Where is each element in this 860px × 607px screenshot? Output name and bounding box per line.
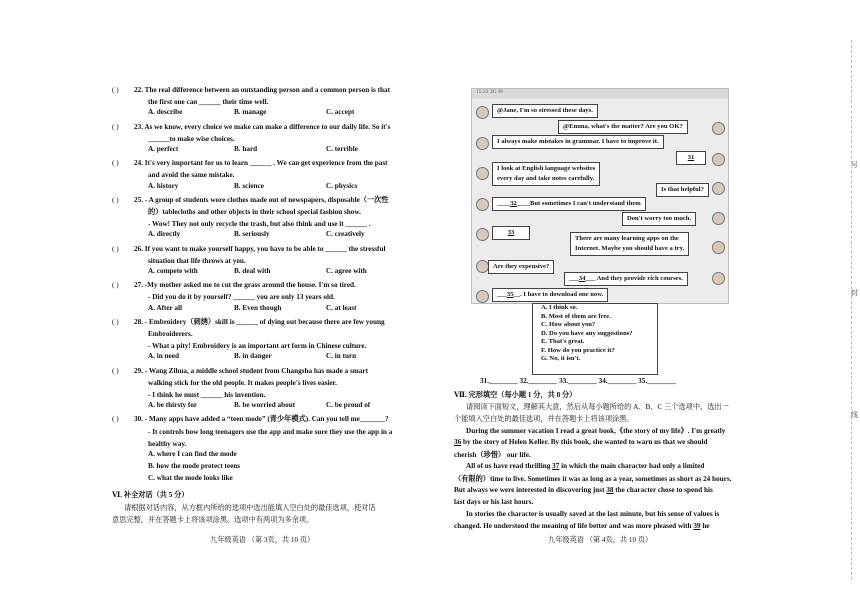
option-c: C. be proud of	[326, 401, 371, 410]
question-stem: 30. - Many apps have added a “teen mode” (青少年模式). Can you tell me_______?	[134, 415, 389, 424]
blank-number: 35	[506, 291, 514, 298]
passage-line: last days or his last hours.	[454, 498, 534, 506]
option-b: B. deal with	[234, 267, 271, 275]
passage-line: （有限的）time to live. Sometimes it was as long as a year, sometimes as short as 24 hours.	[454, 475, 732, 483]
blank-number: 37	[552, 462, 560, 470]
section6-instruction-1: 请根据对话内容，从方框内所给的选项中选出能填入空白处的最佳选项，使对话	[124, 504, 376, 512]
option-item: C. How about you?	[541, 321, 596, 328]
question-stem-cont: - Wow! They not only recycle the trash, but also think and use it ______ .	[148, 220, 371, 229]
blank-number: 31	[687, 154, 695, 161]
option-c: C. creatively	[326, 230, 365, 239]
chat-line: There are many learning apps on the	[575, 235, 679, 242]
answer-bracket[interactable]: ( )	[112, 281, 119, 290]
chat-bubble	[570, 232, 689, 256]
section7-instruction-2: 个能填入空白处的最佳选项，并在答题卡上将该项涂黑。	[454, 415, 634, 423]
option-a: A. describe	[148, 108, 183, 117]
page-footer-left: 九年级英语 （第 3页，共 10 页）	[210, 536, 315, 544]
binding-label: 线	[851, 411, 858, 419]
blank-number: 32	[510, 200, 517, 207]
answer-line: 31.________ 32.________ 33.________ 34.________ 35.________	[480, 377, 676, 385]
chat-line: And they provide rich courses.	[596, 275, 683, 282]
section7-instruction-1: 请阅读下面短文，理解其大意，然后从每小题所给的 A、B、C 三个选项中，选出一	[466, 403, 729, 411]
option-b: B. be worried about	[234, 401, 296, 410]
binding-label: 号	[851, 161, 858, 169]
passage-line: But always we were interested in discovering just 38 the character chose to spend his	[454, 486, 713, 494]
option-item: A. I think so.	[541, 304, 578, 311]
passage-line: All of us have read thrilling 37 in which the main character had only a limited	[466, 462, 705, 470]
option-c: C. in turn	[326, 352, 357, 361]
blank-number: 38	[606, 486, 614, 494]
chat-bubble: Are they expensive?	[488, 260, 554, 274]
chat-bubble: @Emma, what's the matter? Are you OK?	[558, 120, 688, 134]
answer-bracket[interactable]: ( )	[112, 86, 119, 94]
avatar	[712, 182, 725, 195]
binding-line	[851, 40, 852, 580]
chat-bubble: ___35__. I have to download one now.	[492, 288, 608, 302]
chat-line: But sometimes I can't understand them	[529, 200, 641, 207]
passage-line: cherish（珍惜） our life.	[454, 451, 531, 459]
option-item: E. That's great.	[541, 338, 585, 345]
avatar	[476, 198, 489, 211]
passage-line: 36 by the story of Helen Keller. By this book, she wanted to warn us that we should	[454, 438, 708, 446]
question-stem-cont: ______to make wise choices.	[148, 134, 235, 143]
chat-screenshot	[471, 88, 729, 304]
question-stem-cont: - Did you do it by yourself? ______ you are only 13 years old.	[148, 293, 335, 302]
question-stem-cont: - It controls how long teenagers use the app and make sure they use the app in a	[148, 427, 393, 436]
passage-line: During the summer vacation I read a great book,《the story of my life》. I'm greatly	[466, 427, 726, 435]
avatar	[712, 212, 725, 225]
phone-status-bar	[472, 89, 728, 99]
question-stem-cont: - I think he must ______ his invention.	[148, 391, 266, 399]
chat-bubble	[492, 162, 600, 186]
question-stem-cont: and avoid the same mistake.	[148, 171, 235, 180]
option-a: A. where I can find the mode	[148, 450, 237, 458]
chat-line: Internet. Maybe you should have a try.	[575, 245, 685, 252]
option-b: B. seriously	[234, 230, 270, 239]
option-b: B. manage	[234, 108, 267, 117]
option-a: A. After all	[148, 303, 182, 312]
option-b: B. Even though	[234, 303, 282, 312]
avatar	[476, 228, 489, 241]
option-a: A. directly	[148, 230, 181, 239]
question-stem: 27. -My mother asked me to cut the grass around the house. I'm so tired.	[134, 281, 356, 290]
avatar	[712, 241, 725, 254]
blank-number: 36	[454, 438, 462, 446]
option-c: C. accept	[326, 108, 355, 117]
status-text: 15:22 3G ✉	[476, 89, 503, 95]
chat-bubble: ____32____But sometimes I can't understand them	[492, 197, 646, 211]
blank-number: 39	[693, 522, 701, 530]
question-stem-cont: - What a pity! Embroidery is an important art form in Chinese culture.	[148, 342, 367, 351]
question-stem: 25. - A group of students wore clothes made out of newspapers, disposable（一次性	[134, 195, 389, 204]
section6-title: Ⅵ. 补全对话（共 5 分）	[112, 491, 189, 499]
question-stem-cont: Embroiderers.	[148, 330, 193, 338]
option-c: C. what the mode looks like	[148, 474, 233, 483]
question-stem-cont: 的）tablecloths and other objects in their school special fashion show.	[148, 208, 361, 216]
question-stem: 29. - Wang Zihua, a middle school student from Changsha has made a smart	[134, 366, 368, 375]
question-stem: 24. It's very important for us to learn ______ . We can get experience from the past	[134, 159, 388, 168]
option-a: A. history	[148, 181, 179, 190]
answer-bracket[interactable]: ( )	[112, 415, 119, 424]
chat-line: . I have to download one now.	[520, 291, 604, 298]
option-a: A. compete with	[148, 267, 198, 275]
avatar	[712, 122, 725, 135]
avatar	[712, 153, 725, 166]
answer-bracket[interactable]: ( )	[112, 244, 119, 253]
section7-title: Ⅶ. 完形填空（每小题 1 分，共 8 分）	[454, 391, 577, 399]
section6-instruction-2: 意思完整，并在答题卡上将该项涂黑。选项中有两项为多余项。	[112, 516, 314, 524]
answer-bracket[interactable]: ( )	[112, 159, 119, 168]
chat-line: every day and take notes carefully.	[497, 175, 595, 182]
passage-line: In stories the character is usually saved at the last minute, but his sense of values is	[466, 510, 720, 518]
chat-bubble: I always make mistakes in grammar. I have to improve it.	[492, 135, 664, 149]
question-stem: 22. The real difference between an outstanding person and a common person is that	[134, 86, 390, 94]
option-item: G. No, it isn't.	[541, 355, 581, 362]
passage-line: changed. He understood the meaning of life better and was more pleased with 39 he	[454, 522, 710, 530]
avatar	[476, 137, 489, 150]
option-b: B. in danger	[234, 352, 272, 361]
question-stem: 26. If you want to make yourself happy, you have to be able to ______ the stressful	[134, 244, 386, 253]
option-a: A. in need	[148, 352, 179, 361]
question-stem-cont: the first one can ______ their time well.	[148, 98, 269, 107]
avatar	[712, 272, 725, 285]
binding-label: 封	[851, 289, 858, 297]
answer-bracket[interactable]: ( )	[112, 195, 119, 204]
chat-bubble: @Jane, I'm so stressed these days.	[492, 104, 598, 118]
option-c: C. physics	[326, 181, 358, 190]
option-c: C. terrible	[326, 145, 358, 153]
option-a: A. be thirsty for	[148, 401, 198, 410]
chat-bubble-blank-33	[492, 226, 530, 240]
option-b: B. how the mode protect teens	[148, 462, 241, 471]
option-item: B. Most of them are free.	[541, 312, 611, 320]
blank-number: 33	[507, 229, 515, 236]
chat-line: I look at English language websites	[497, 165, 596, 172]
avatar	[476, 290, 489, 303]
chat-bubble: Don't worry too much.	[622, 212, 696, 226]
question-stem-cont: walking stick for the old people. It makes people's lives easier.	[148, 378, 337, 387]
answer-bracket[interactable]: ( )	[112, 122, 119, 131]
chat-bubble: Is that helpful?	[656, 183, 709, 197]
blank-number: 34	[578, 275, 586, 282]
page-footer-right: 九年级英语 （第 4页，共 10 页）	[548, 536, 653, 544]
question-stem: 28. - Embroidery（刺绣）skill is ______ of dying out because there are few young	[134, 317, 385, 326]
avatar	[476, 167, 489, 180]
option-c: C. at least	[326, 303, 357, 312]
option-b: B. science	[234, 181, 264, 190]
option-b: B. hard	[234, 145, 258, 153]
avatar	[476, 106, 489, 119]
answer-bracket[interactable]: ( )	[112, 317, 119, 326]
option-item: D. Do you have any suggestions?	[541, 329, 633, 337]
option-c: C. agree with	[326, 267, 367, 275]
option-a: A. perfect	[148, 145, 179, 153]
answer-bracket[interactable]: ( )	[112, 366, 119, 375]
chat-bubble: ___34___ And they provide rich courses.	[564, 272, 688, 286]
option-item: F. How do you practice it?	[541, 346, 615, 354]
chat-bubble-blank-31	[676, 151, 706, 165]
question-stem: 23. As we know, every choice we make can make a difference to our daily life. So it's	[134, 122, 391, 131]
question-stem-cont: healthy way.	[148, 439, 187, 448]
dialog-options-box	[532, 303, 658, 375]
question-stem-cont: situation that life throws at you.	[148, 256, 246, 265]
